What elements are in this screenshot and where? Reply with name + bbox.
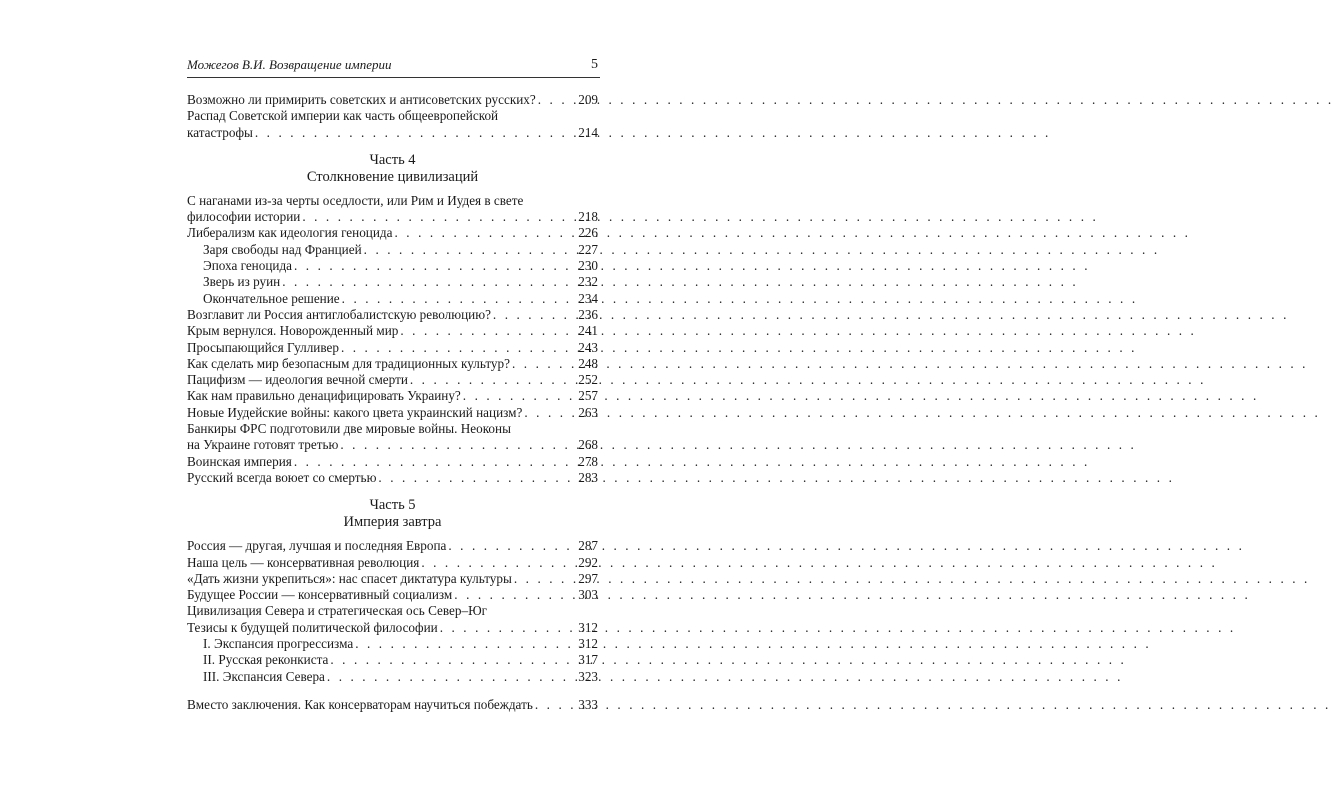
toc-entry-page: 248 <box>578 355 598 371</box>
toc-entry <box>187 323 598 339</box>
toc-entry <box>187 538 598 554</box>
toc-entry-title: Наша цель — консервативная революция <box>187 554 420 570</box>
toc-entry <box>187 92 598 108</box>
toc-subentry <box>187 291 598 307</box>
toc-entry-title: Новые Иудейские войны: какого цвета украинский нацизм? <box>187 404 523 420</box>
toc-entry-title: Просыпающийся Гулливер <box>187 339 339 355</box>
toc-entry-title: Зверь из руин <box>203 274 281 290</box>
toc-entry-title: Как сделать мир безопасным для традиционных культур? <box>187 355 510 371</box>
toc-entry-page: 283 <box>578 469 598 485</box>
leader-dots <box>280 274 578 290</box>
leader-dots <box>536 92 578 108</box>
toc-entry-page: 268 <box>578 437 598 453</box>
toc-entry-page: 252 <box>578 372 598 388</box>
toc-entry-title: Либерализм как идеология геноцида <box>187 225 393 241</box>
toc-entry-line: Банкиры ФРС подготовили две мировые войны. Неоконы <box>187 421 511 437</box>
leader-dots <box>353 636 578 652</box>
toc-subentry <box>187 258 598 274</box>
toc-entry-title: III. Экспансия Севера <box>203 668 325 684</box>
toc-entry-page: 218 <box>578 209 598 225</box>
toc-entry-conclusion <box>187 697 598 713</box>
toc-entry-page: 303 <box>578 587 598 603</box>
toc-entry <box>187 388 598 404</box>
toc-entry <box>187 405 598 421</box>
leader-dots <box>339 340 578 356</box>
leader-dots <box>292 258 578 274</box>
toc-entry <box>187 225 598 241</box>
toc-entry-line: С наганами из-за черты оседлости, или Рим и Иудея в свете <box>187 192 524 208</box>
toc-entry-title: II. Русская реконкиста <box>203 652 329 668</box>
toc-entry-title: I. Экспансия прогрессизма <box>203 636 354 652</box>
page-number: 5 <box>591 57 598 72</box>
leader-dots <box>419 555 578 571</box>
leader-dots <box>533 697 578 713</box>
toc-entry-page: 232 <box>578 274 598 290</box>
running-title: Можегов В.И. Возвращение империи <box>187 57 392 72</box>
toc-entry-title: Возможно ли примирить советских и антисоветских русских? <box>187 92 536 107</box>
toc-subentry <box>187 652 598 668</box>
toc-subentry <box>187 274 598 290</box>
toc-entry-page: 234 <box>578 290 598 306</box>
toc-entry-line: Распад Советской империи как часть общеевропейской <box>187 108 499 124</box>
leader-dots <box>392 225 578 241</box>
toc-entry-page: 287 <box>578 538 598 554</box>
toc-entry-page: 312 <box>578 619 598 635</box>
toc-entry-page: 214 <box>578 124 598 140</box>
toc-entry-title: Эпоха геноцида <box>203 258 293 274</box>
toc-entry-title: Тезисы к будущей политической философии <box>187 619 438 635</box>
toc-entry-title: Воинская империя <box>187 453 292 469</box>
toc-entry-page: 236 <box>578 306 598 322</box>
toc-subentry <box>187 636 598 652</box>
toc-entry <box>187 587 598 603</box>
part-4-title: Столкновение цивилизаций <box>306 168 479 185</box>
toc-entry <box>187 437 598 453</box>
toc-entry-title: Как нам правильно денацифицировать Украину? <box>187 388 461 404</box>
toc-entry-page: 243 <box>578 339 598 355</box>
toc-entry-page: 312 <box>578 636 598 652</box>
leader-dots <box>376 470 578 486</box>
toc-entry-page: 333 <box>578 696 598 712</box>
toc-subentry <box>187 669 598 685</box>
leader-dots <box>338 437 578 453</box>
toc-entry <box>187 620 598 636</box>
leader-dots <box>522 405 578 421</box>
leader-dots <box>461 388 578 404</box>
leader-dots <box>398 323 578 339</box>
toc-entry-title: Будущее России — консервативный социализм <box>187 587 453 603</box>
running-header <box>187 55 600 78</box>
leader-dots <box>438 620 579 636</box>
toc-entry <box>187 372 598 388</box>
toc-entry-title: на Украине готовят третью <box>187 437 339 453</box>
part-5-label: Часть 5 <box>369 497 416 514</box>
leader-dots <box>300 209 578 225</box>
toc-entry <box>187 209 598 225</box>
toc-entry-page: 230 <box>578 258 598 274</box>
toc-entry <box>187 470 598 486</box>
leader-dots <box>510 356 578 372</box>
toc-entry <box>187 125 598 141</box>
toc-entry-title: Возглавит ли Россия антиглобалистскую революцию? <box>187 306 491 322</box>
toc-entry-page: 278 <box>578 453 598 469</box>
toc-entry-page: 317 <box>578 652 598 668</box>
leader-dots <box>292 454 578 470</box>
toc-entry-title: Крым вернулся. Новорожденный мир <box>187 323 399 339</box>
toc-entry-page: 241 <box>578 323 598 339</box>
leader-dots <box>325 669 578 685</box>
leader-dots <box>362 242 579 258</box>
toc-entry-title: Пацифизм — идеология вечной смерти <box>187 372 408 388</box>
toc-entry-page: 297 <box>578 570 598 586</box>
toc-entry-title: «Дать жизни укрепиться»: нас спасет диктатура культуры <box>187 570 512 586</box>
toc-entry-page: 209 <box>578 92 598 107</box>
leader-dots <box>452 587 578 603</box>
toc-entry-title: Окончательное решение <box>203 290 340 306</box>
toc-entry-page: 263 <box>578 404 598 420</box>
part-4-label: Часть 4 <box>369 151 416 168</box>
toc-entry <box>187 555 598 571</box>
toc-entry <box>187 454 598 470</box>
leader-dots <box>408 372 578 388</box>
toc-entry-page: 323 <box>578 668 598 684</box>
toc-entry-page: 226 <box>578 225 598 241</box>
toc-entry <box>187 356 598 372</box>
leader-dots <box>340 291 579 307</box>
toc-entry-page: 257 <box>578 388 598 404</box>
toc-entry <box>187 307 598 323</box>
leader-dots <box>253 125 578 141</box>
toc-entry-title: катастрофы <box>187 124 253 140</box>
toc-entry-page: 227 <box>578 241 598 257</box>
toc-entry-page: 292 <box>578 554 598 570</box>
toc-entry-line: Цивилизация Севера и стратегическая ось Север–Юг <box>187 603 488 619</box>
leader-dots <box>328 652 578 668</box>
leader-dots <box>446 538 578 554</box>
leader-dots <box>512 571 578 587</box>
table-of-contents <box>187 92 598 713</box>
toc-entry-title: Россия — другая, лучшая и последняя Европа <box>187 538 447 554</box>
toc-subentry <box>187 242 598 258</box>
part-5-title: Империя завтра <box>343 514 442 531</box>
toc-entry-title: философии истории <box>187 209 301 225</box>
toc-entry-title: Русский всегда воюет со смертью <box>187 469 377 485</box>
toc-entry-title: Вместо заключения. Как консерваторам научиться побеждать <box>187 696 533 712</box>
toc-entry <box>187 571 598 587</box>
leader-dots <box>491 307 578 323</box>
toc-entry <box>187 340 598 356</box>
toc-entry-title: Заря свободы над Францией <box>203 241 362 257</box>
